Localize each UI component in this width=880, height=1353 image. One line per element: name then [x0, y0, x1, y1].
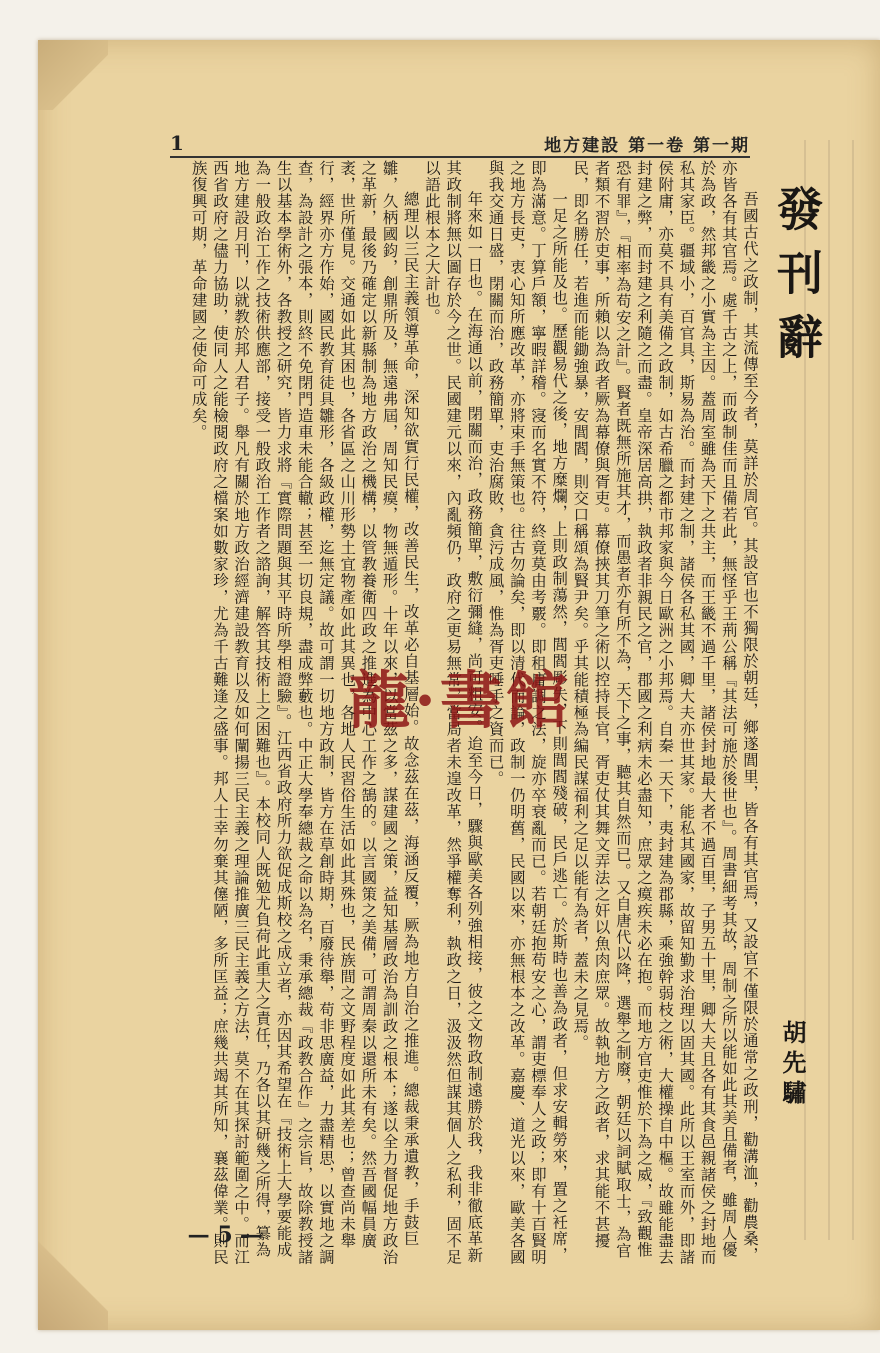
paragraph: 一足之所能及也。歷觀易代之後，地方糜爛，上則政制蕩然，閭閻彫失，下則閭閻殘破，民戶逃亡。於斯時也善為政者，但求安輯勞來，置之衽席，即為滿意。丁算戶額，寧暇詳稽。寖而名實不符，終竟莫由考覈。即租庸調之法，旋亦卒衰亂而已。若朝廷抱苟安之心，謂吏標奉人之政；即有十百賢明之地方長吏，衷心知所應改革，亦將束手無策也。往古勿論矣，即以清代而論，政制一仍明舊，民國以來，亦無根本之改革。嘉慶、道光以來，歐美各國與我交通日盛，閉關而治，政務簡單，吏治腐敗，貪污成風，惟為胥吏唾手之資而已。 — [486, 160, 569, 1266]
worn-corner-bottom — [38, 1240, 108, 1330]
journal-title: 地方建設 第一卷 第一期 — [544, 135, 750, 156]
paragraph: 吾國古代之政制，其流傳至今者，莫詳於周官。其設官也不獨限於朝廷，鄉遂閭里，皆各有其官焉，又設官不僅限於通常之政刑，勸溝洫，勸農桑，亦皆各有其官焉。處千古之上，而政制佳而且備若此，無怪乎王荊公稱『其法可施於後世也』。周書細考其故，周制之所以能如此其美且備者，雖周人優於為政，然邦畿之小實為主因。蓋周室雖為天下之共主，而王畿不過千里，諸侯封地最大者不過百里，子男五十里，卿大夫且各有其食邑親諸侯之封地而私其家臣。疆域小，百官具，斯易為治。而封建之制，諸侯各私其國，卿大夫亦世其家。能私其國家，故留知勤求治理以固其國。此所以王室而外，即諸侯附庸，亦莫不具有美備之政制，如古希臘之都市邦家與今日歐洲之小邦焉。自秦一天下，夷封建為郡縣，乘強幹弱枝之術，大權操自中樞。故雖能盡去封建之弊，而封建之利隨之而盡。皇帝深居高拱，執政者非親民之官，郡國之利病未必盡知，庶眾之瘼疾未必在抱。而地方官吏惟於下為之威，『致觀惟恐有罪』，『相率為苟安之計』。賢者既無所施其才，而愚者亦有所不為，天下之事，聽其自然而已。又自唐代以降，選舉之制廢，朝廷以詞賦取士，為官者類不習於吏事，所賴以為政者厥為幕僚與胥吏。幕僚挾其刀筆之術以控持長官，胥吏仗其舞文弄法之奸以魚肉庶眾。故執地方之政者，求其能不甚擾民，即名勝任，若進而能鋤強暴，安閭閻，則交口稱頌為賢尹矣。乎其能積極為編民謀福利之足以能有為者，蓋未之見焉。 — [571, 160, 759, 1266]
worn-corner-top — [38, 40, 108, 110]
paragraph: 總理以三民主義領導革命，深知欲實行民權，改善民生，改革必自基層始。故念茲在茲，海涵反覆，厥為地方自治之推進。總裁秉承遺教，手鼓巨雛，久柄國鈞，創鼎所及，無遠弗屆，周知民瘼，物無遁形。十年以來，以當茲之多，謀建國之策，益知基層政治為訓政之根本；遂以全力督促地方政治之革新，最後乃確定以新縣制為地方政治之機構，以管教養衛四政之推進為中心工作之鵠的。以言國策之美備，可謂周秦以還所未有矣。然吾國幅員廣袤，世所僅見。交通如此其困也，各省區之山川形勢土宜物產如此其異也，各地人民習俗生活如此其殊也，民族間之文野程度如此其差也；曾查尚未舉行，經界亦方作始，國民教育徒具雛形，各級政權，迄無定議。故可謂一切地方政制，皆方在草創時期，百廢待舉，苟非思廣益，力盡精思，以實地之調查，為設計之張本，則終不免閉門造車未能合轍；甚至一切良規，盡成弊藪也。中正大學奉總裁之命以為名，秉承總裁『政教合作』之宗旨，故除教授諸生以基本學術外，各教授之研究，皆力求將『實際問題與其平時所學相證驗』。江西省政府所力欲促成斯校之成立者，亦因其希望在『技術上大學要能成為一般政治工作之技術供應部，接受一般政治工作者之諮詢，解答其技術上之困難也』。本校同人既勉尤負荷此重大之責任，乃各以其研幾之所得，纂為地方建設月刊，以就教於邦人君子。舉凡有關於地方政治經濟建設教育以及如何闡揚三民主義之理論推廣三民主義之方法，莫不在其探討範圍之中。而江西省政府之儘力協助，使同人之能檢閱政府之檔案如數家珍，尤為千古難逢之盛事。邦人士幸勿棄其僿陋，多所匡益；庶幾共竭其所知，襄茲偉業。則民族復興可期，革命建國之使命可成矣。 — [189, 160, 420, 1266]
running-head — [170, 130, 750, 158]
paragraph: 年來如一日也。在海通以前，閉關而治，政務簡單，敷衍彌縫，尚可粗安。迨至今日，驟與歐美各列強相接，彼之文物政制遠勝於我，我非徹底革新其政制將無以圖存於今之世。民國建元以來，內亂頻仍，政府之更易無常，當局者未遑改革，然爭權奪利，執政之日，汲汲然但謀其個人之私利，固不足以語此根本之大計也。 — [422, 160, 484, 1266]
article-author: 胡先驌 — [778, 1020, 807, 1110]
issue-number: 1 — [170, 131, 184, 155]
article-title: 發刊辭 — [770, 185, 824, 377]
page-number: — 5 — — [187, 1222, 263, 1248]
library-watermark: 龍·書館 — [348, 663, 572, 737]
